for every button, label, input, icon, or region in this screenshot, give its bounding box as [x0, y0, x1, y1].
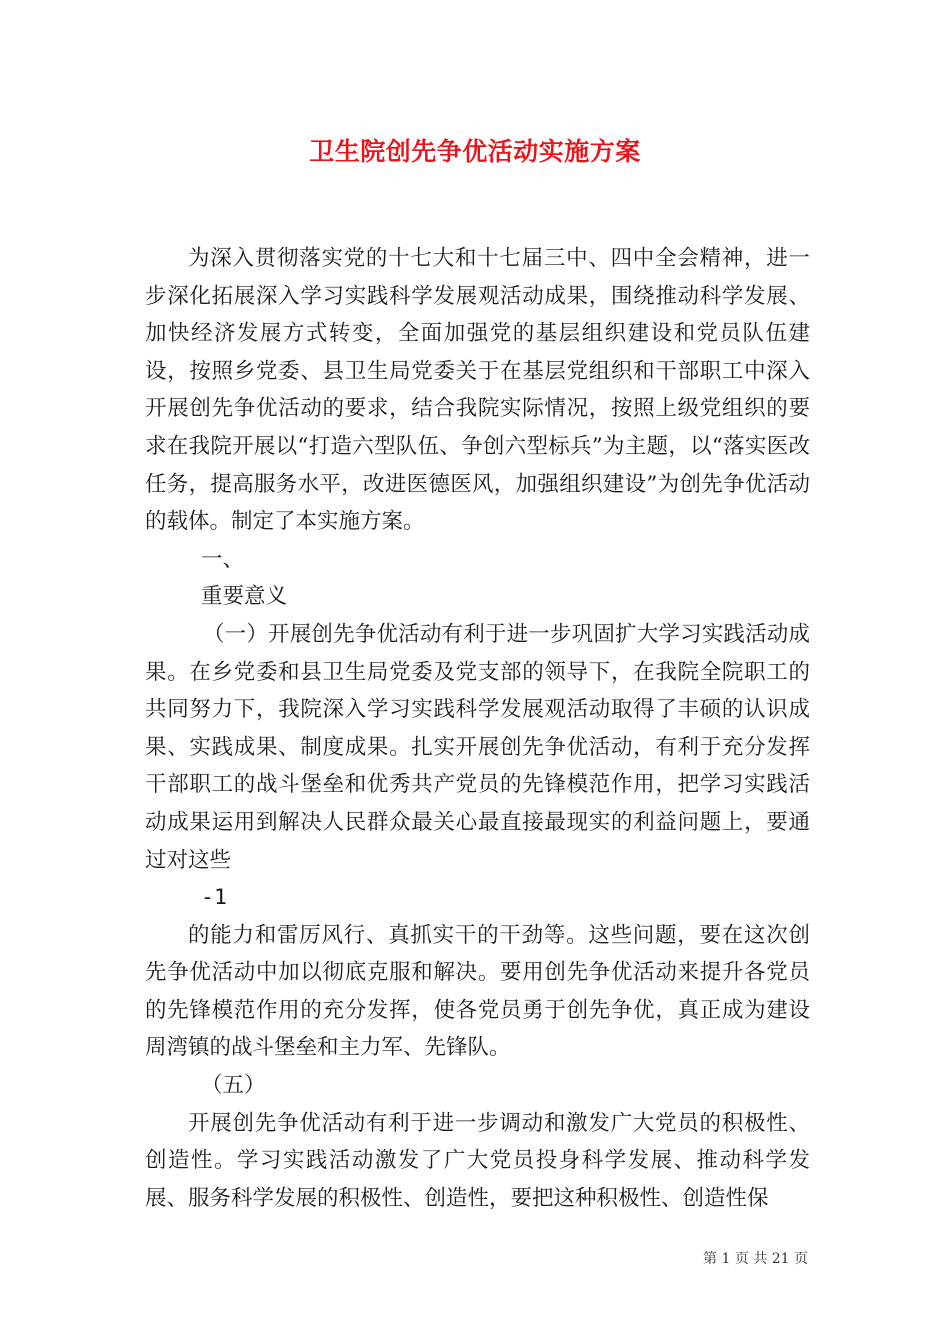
page-footer: 第 1 页 共 21 页	[703, 1251, 808, 1267]
point-five-number: （五）	[201, 1073, 266, 1099]
section-heading: 重要意义	[201, 584, 288, 610]
point-one-paragraph: （一）开展创先争优活动有利于进一步巩固扩大学习实践活动成果。在乡党委和县卫生局党委及党支部的领导下，在我院全院职工的共同努力下，我院深入学习实践科学发展观活动取得了丰硕的认识成果、实践成果、制度成果。扎实开展创先争优活动，有利于充分发挥干部职工的战斗堡垒和优秀共产党员的先锋模范作用，把学习实践活动成果运用到解决人民群众最关心最直接最现实的利益问题上，要通过对这些	[145, 621, 810, 873]
document-body	[145, 240, 810, 1217]
document-title: 卫生院创先争优活动实施方案	[309, 137, 641, 166]
section-number: 一、	[201, 546, 245, 572]
continuation-paragraph: 的能力和雷厉风行、真抓实干的干劲等。这些问题，要在这次创先争优活动中加以彻底克服和解决。要用创先争优活动来提升各党员的先锋模范作用的充分发挥，使各党员勇于创先争优，真正成为建设周湾镇的战斗堡垒和主力军、先锋队。	[145, 922, 810, 1061]
intro-paragraph: 为深入贯彻落实党的十七大和十七届三中、四中全会精神，进一步深化拓展深入学习实践科学发展观活动成果，围绕推动科学发展、加快经济发展方式转变，全面加强党的基层组织建设和党员队伍建设，按照乡党委、县卫生局党委关于在基层党组织和干部职工中深入开展创先争优活动的要求，结合我院实际情况，按照上级党组织的要求在我院开展以“打造六型队伍、争创六型标兵”为主题，以“落实医改任务，提高服务水平，改进医德医风，加强组织建设”为创先争优活动的载体。制定了本实施方案。	[145, 246, 810, 535]
point-five-paragraph: 开展创先争优活动有利于进一步调动和激发广大党员的积极性、创造性。学习实践活动激发了广大党员投身科学发展、推动科学发展、服务科学发展的积极性、创造性，要把这种积极性、创造性保	[145, 1110, 810, 1211]
inline-page-mark: -1	[201, 885, 227, 911]
